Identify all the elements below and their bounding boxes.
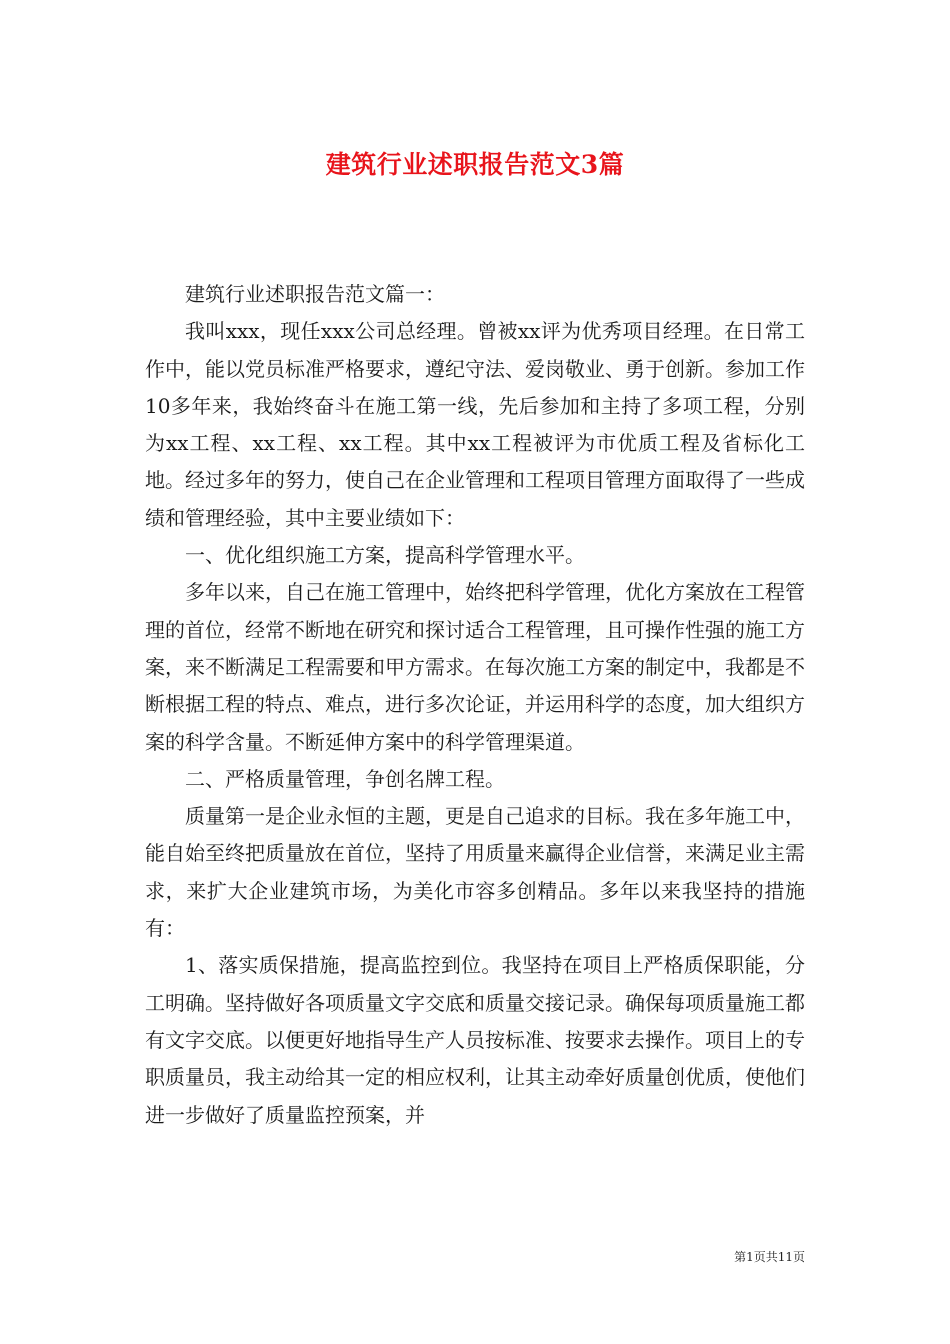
paragraph-introduction: 我叫xxx，现任xxx公司总经理。曾被xx评为优秀项目经理。在日常工作中，能以党员标准严格要求，遵纪守法、爱岗敬业、勇于创新。参加工作10多年来，我始终奋斗在施工第一线，先后参加和主持了多项工程，分别为xx工程、xx工程、xx工程。其中xx工程被评为市优质工程及省标化工地。经过多年的努力，使自己在企业管理和工程项目管理方面取得了一些成绩和管理经验，其中主要业绩如下： [145, 319, 805, 530]
paragraph-section-two-body: 质量第一是企业永恒的主题，更是自己追求的目标。我在多年施工中，能自始至终把质量放在首位，坚持了用质量来赢得企业信誉，来满足业主需求，来扩大企业建筑市场，为美化市容多创精品。多年以来我坚持的措施有： [145, 804, 805, 941]
paragraph-measure-one: 1、落实质保措施，提高监控到位。我坚持在项目上严格质保职能，分工明确。坚持做好各项质量文字交底和质量交接记录。确保每项质量施工都有文字交底。以便更好地指导生产人员按标准、按要求去操作。项目上的专职质量员，我主动给其一定的相应权利，让其主动牵好质量创优质，使他们进一步做好了质量监控预案，并 [145, 953, 805, 1127]
document-title: 建筑行业述职报告范文3篇 [325, 149, 625, 179]
paragraph-section-one-body: 多年以来，自己在施工管理中，始终把科学管理，优化方案放在工程管理的首位，经常不断地在研究和探讨适合工程管理，且可操作性强的施工方案，来不断满足工程需要和甲方需求。在每次施工方案的制定中，我都是不断根据工程的特点、难点，进行多次论证，并运用科学的态度，加大组织方案的科学含量。不断延伸方案中的科学管理渠道。 [145, 580, 805, 754]
document-body [145, 276, 805, 1134]
paragraph-section-two-heading: 二、严格质量管理，争创名牌工程。 [185, 766, 505, 791]
paragraph-heading-part-one: 建筑行业述职报告范文篇一： [185, 282, 445, 306]
paragraph-section-one-heading: 一、优化组织施工方案，提高科学管理水平。 [185, 543, 585, 568]
page-number-footer: 第1页共11页 [734, 1250, 805, 1264]
